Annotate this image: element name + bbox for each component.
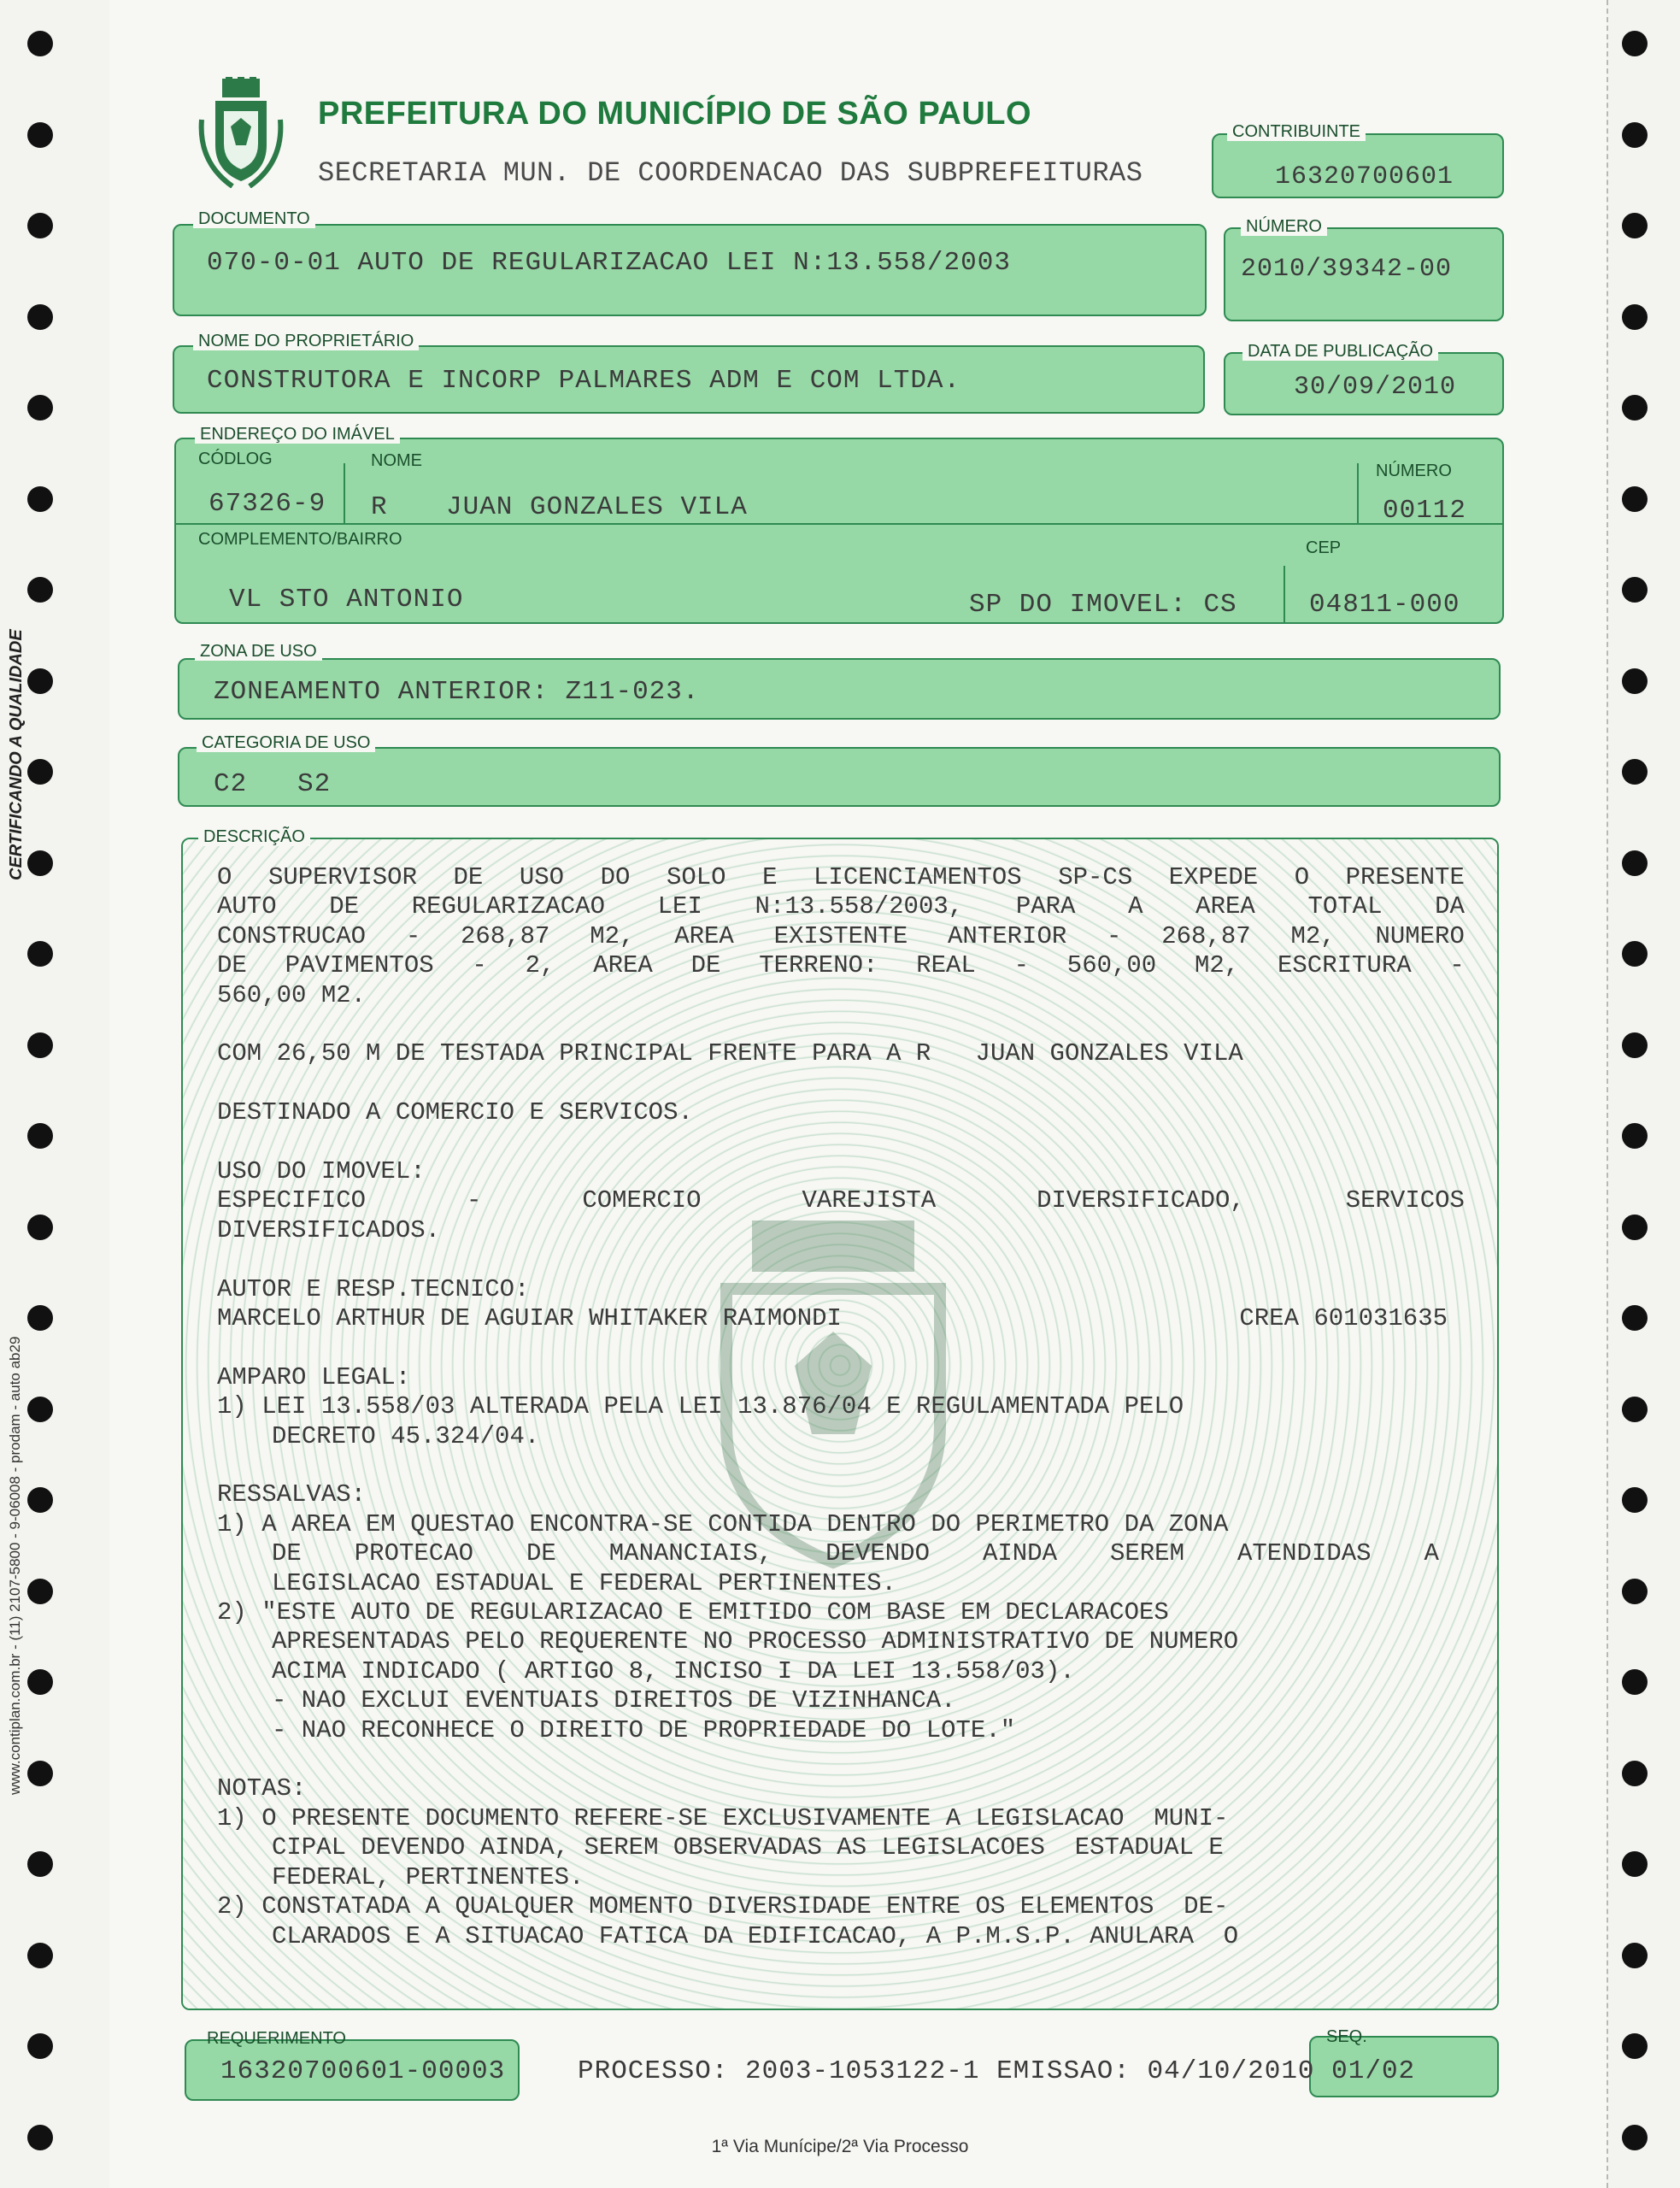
descricao-line: DECRETO 45.324/04. — [272, 1421, 540, 1450]
word: 268,87 — [1161, 921, 1251, 950]
word: REGULARIZACAO — [411, 892, 605, 921]
zona-label: ZONA DE USO — [195, 642, 322, 661]
word: A — [1128, 892, 1143, 921]
word: EXISTENTE — [773, 921, 908, 950]
word: ESPECIFICO — [217, 1186, 367, 1215]
word: PAVIMENTOS — [285, 951, 434, 980]
feed-hole — [27, 1761, 53, 1786]
word: M2, — [1195, 951, 1240, 980]
cep-label: CEP — [1306, 538, 1342, 557]
feed-hole — [1622, 1579, 1648, 1604]
descricao-line: USO DO IMOVEL: — [217, 1157, 426, 1186]
word: TOTAL — [1307, 892, 1383, 921]
proprietario-value: CONSTRUTORA E INCORP PALMARES ADM E COM LTDA. — [207, 366, 961, 396]
word: - — [405, 921, 421, 950]
feed-hole — [27, 759, 53, 785]
numero-label: NÚMERO — [1241, 217, 1327, 236]
contribuinte-label: CONTRIBUINTE — [1227, 122, 1366, 141]
word: AUTO — [217, 892, 277, 921]
categoria-value: C2 S2 — [214, 769, 332, 799]
requerimento-value: 16320700601-00003 — [220, 2056, 506, 2086]
word: VAREJISTA — [802, 1186, 937, 1215]
word: DE — [329, 892, 360, 921]
sp-imovel-value: SP DO IMOVEL: CS — [969, 590, 1237, 620]
feed-hole — [27, 577, 53, 603]
word: TERRENO: — [759, 951, 878, 980]
coat-of-arms-icon — [198, 77, 284, 188]
page-title: PREFEITURA DO MUNICÍPIO DE SÃO PAULO — [318, 96, 1032, 132]
feed-hole — [1622, 850, 1648, 876]
descricao-line — [217, 922, 1465, 951]
word: CONSTRUCAO — [217, 921, 367, 950]
word: SP-CS — [1058, 863, 1133, 891]
feed-hole — [1622, 1943, 1648, 1968]
word: DE — [217, 951, 247, 980]
proprietario-label: NOME DO PROPRIETÁRIO — [193, 332, 419, 350]
codlog-value: 67326-9 — [209, 489, 326, 519]
feed-hole — [1622, 1397, 1648, 1422]
categoria-field — [178, 747, 1501, 807]
page-subtitle: SECRETARIA MUN. DE COORDENACAO DAS SUBPREFEITURAS — [318, 157, 1143, 189]
word: - — [1013, 951, 1030, 980]
feed-hole — [27, 31, 53, 56]
endereco-label: ENDEREÇO DO IMÁVEL — [195, 425, 400, 444]
feed-hole — [27, 1851, 53, 1877]
feed-hole — [27, 1579, 53, 1604]
documento-value: 070-0-01 AUTO DE REGULARIZACAO LEI N:13.558/2003 — [207, 248, 1011, 278]
word: DE — [272, 1539, 302, 1568]
descricao-line — [217, 951, 1465, 980]
descricao-line: NOTAS: — [217, 1774, 307, 1803]
descricao-line — [217, 1539, 1465, 1568]
word: A — [1424, 1539, 1439, 1568]
descricao-line: - NAO RECONHECE O DIREITO DE PROPRIEDADE DO LOTE." — [272, 1715, 1016, 1744]
feed-hole — [1622, 2033, 1648, 2059]
nome-label: NOME — [371, 451, 422, 470]
word: LICENCIAMENTOS — [814, 863, 1022, 891]
feed-hole — [27, 1215, 53, 1240]
logradouro-nome: JUAN GONZALES VILA — [446, 492, 748, 522]
requerimento-label: REQUERIMENTO — [207, 2029, 346, 2048]
word: DIVERSIFICADO, — [1037, 1186, 1245, 1215]
feed-hole — [27, 304, 53, 330]
publicacao-label: DATA DE PUBLICAÇÃO — [1242, 342, 1438, 361]
descricao-line — [217, 1186, 1465, 1215]
descricao-line: - NAO EXCLUI EVENTUAIS DIREITOS DE VIZINHANCA. — [272, 1686, 956, 1715]
word: SEREM — [1109, 1539, 1184, 1568]
feed-hole — [1622, 668, 1648, 694]
feed-hole — [1622, 1305, 1648, 1331]
publicacao-value: 30/09/2010 — [1294, 373, 1457, 402]
word: ESCRITURA — [1278, 951, 1412, 980]
cep-value: 04811-000 — [1309, 590, 1460, 620]
descricao-box — [181, 838, 1499, 2010]
word: SOLO — [666, 863, 726, 891]
feed-hole — [1622, 486, 1648, 512]
divider — [1357, 463, 1359, 525]
word: DA — [1435, 892, 1465, 921]
zona-value: ZONEAMENTO ANTERIOR: Z11-023. — [214, 677, 700, 707]
descricao-line: 1) A AREA EM QUESTAO ENCONTRA-SE CONTIDA DENTRO DO PERIMETRO DA ZONA — [217, 1509, 1229, 1538]
word: 2, — [525, 951, 555, 980]
feed-hole — [1622, 1669, 1648, 1695]
word: NUMERO — [1375, 921, 1465, 950]
descricao-line: 1) O PRESENTE DOCUMENTO REFERE-SE EXCLUSIVAMENTE A LEGISLACAO MUNI- — [217, 1803, 1229, 1832]
feed-hole — [1622, 577, 1648, 603]
feed-hole — [1622, 304, 1648, 330]
word: AREA — [674, 921, 734, 950]
left-tractor-strip — [0, 0, 111, 2188]
feed-hole — [1622, 1851, 1648, 1877]
endereco-numero-value: 00112 — [1383, 496, 1467, 526]
descricao-line: ACIMA INDICADO ( ARTIGO 8, INCISO I DA LEI 13.558/03). — [272, 1656, 1075, 1685]
feed-hole — [27, 395, 53, 421]
word: AREA — [1195, 892, 1255, 921]
descricao-line: CIPAL DEVENDO AINDA, SEREM OBSERVADAS AS LEGISLACOES ESTADUAL E — [272, 1833, 1224, 1862]
descricao-text — [217, 863, 1465, 1951]
feed-hole — [27, 850, 53, 876]
word: O — [1294, 863, 1310, 891]
complemento-value: VL STO ANTONIO — [229, 585, 464, 615]
feed-hole — [27, 122, 53, 148]
feed-hole — [1622, 395, 1648, 421]
word: ATENDIDAS — [1237, 1539, 1372, 1568]
numero-value: 2010/39342-00 — [1241, 255, 1453, 284]
word: ANTERIOR — [948, 921, 1067, 950]
feed-hole — [1622, 1487, 1648, 1513]
divider — [344, 463, 345, 525]
feed-hole — [1622, 1123, 1648, 1149]
descricao-line: RESSALVAS: — [217, 1480, 367, 1509]
word: 560,00 — [1066, 951, 1157, 980]
descricao-line: COM 26,50 M DE TESTADA PRINCIPAL FRENTE PARA A R JUAN GONZALES VILA — [217, 1039, 1243, 1068]
word: AINDA — [982, 1539, 1057, 1568]
printer-info-text: www.contiplan.com.br - (11) 2107-5800 - 9-06008 - prodam - auto ab29 — [7, 1336, 23, 1795]
codlog-label: CÓDLOG — [198, 450, 273, 468]
word: DE — [526, 1539, 556, 1568]
feed-hole — [27, 1669, 53, 1695]
word: AREA — [593, 951, 653, 980]
descricao-line: 1) LEI 13.558/03 ALTERADA PELA LEI 13.876/04 E REGULAMENTADA PELO — [217, 1392, 1184, 1421]
feed-hole — [1622, 31, 1648, 56]
word: O — [217, 863, 232, 891]
feed-hole — [1622, 213, 1648, 238]
descricao-line: AUTOR E RESP.TECNICO: — [217, 1274, 530, 1303]
seq-label: SEQ. — [1326, 2027, 1367, 2046]
certification-text: CERTIFICANDO A QUALIDADE — [7, 629, 26, 880]
feed-hole — [27, 213, 53, 238]
word: COMERCIO — [582, 1186, 702, 1215]
descricao-label: DESCRIÇÃO — [198, 827, 310, 846]
logradouro-tipo: R — [371, 492, 388, 522]
word: DE — [690, 951, 721, 980]
word: DEVENDO — [825, 1539, 930, 1568]
descricao-line — [217, 863, 1465, 892]
categoria-label: CATEGORIA DE USO — [197, 733, 375, 752]
autor-nome: MARCELO ARTHUR DE AGUIAR WHITAKER RAIMONDI — [217, 1304, 842, 1333]
descricao-line: DIVERSIFICADOS. — [217, 1215, 441, 1244]
feed-hole — [27, 1032, 53, 1058]
descricao-line: APRESENTADAS PELO REQUERENTE NO PROCESSO ADMINISTRATIVO DE NUMERO — [272, 1627, 1239, 1656]
autor-crea: CREA 601031635 — [1239, 1304, 1448, 1333]
feed-hole — [27, 2033, 53, 2059]
contribuinte-value: 16320700601 — [1275, 162, 1454, 191]
descricao-line: CLARADOS E A SITUACAO FATICA DA EDIFICACAO, A P.M.S.P. ANULARA O — [272, 1921, 1239, 1950]
feed-hole — [1622, 122, 1648, 148]
word: DO — [600, 863, 631, 891]
word: PROTECAO — [354, 1539, 474, 1568]
word: N:13.558/2003, — [755, 892, 964, 921]
descricao-line — [217, 1304, 1465, 1333]
word: - — [472, 951, 487, 980]
divider — [174, 523, 1504, 525]
feed-hole — [27, 1305, 53, 1331]
word: E — [762, 863, 778, 891]
descricao-line: LEGISLACAO ESTADUAL E FEDERAL PERTINENTES. — [272, 1568, 896, 1597]
endereco-numero-label: NÚMERO — [1376, 462, 1452, 480]
word: - — [1107, 921, 1122, 950]
descricao-line: 560,00 M2. — [217, 980, 367, 1009]
descricao-line: 2) CONSTATADA A QUALQUER MOMENTO DIVERSIDADE ENTRE OS ELEMENTOS DE- — [217, 1892, 1229, 1921]
word: - — [1449, 951, 1465, 980]
feed-hole — [27, 1397, 53, 1422]
documento-label: DOCUMENTO — [193, 209, 315, 228]
word: LEI — [657, 892, 702, 921]
word: M2, — [590, 921, 635, 950]
word: SERVICOS — [1345, 1186, 1465, 1215]
divider — [1283, 566, 1285, 622]
feed-hole — [27, 1943, 53, 1968]
feed-hole — [27, 486, 53, 512]
word: USO — [519, 863, 565, 891]
descricao-line: 2) "ESTE AUTO DE REGULARIZACAO E EMITIDO COM BASE EM DECLARACOES — [217, 1598, 1169, 1627]
feed-hole — [1622, 1215, 1648, 1240]
feed-hole — [27, 668, 53, 694]
via-text: 1ª Via Munícipe/2ª Via Processo — [711, 2137, 969, 2156]
feed-hole — [1622, 1032, 1648, 1058]
descricao-line: AMPARO LEGAL: — [217, 1362, 411, 1391]
descricao-line: FEDERAL, PERTINENTES. — [272, 1862, 584, 1891]
word: 268,87 — [461, 921, 550, 950]
feed-hole — [1622, 941, 1648, 967]
word: MANANCIAIS, — [608, 1539, 773, 1568]
word: EXPEDE — [1168, 863, 1259, 891]
word: M2, — [1290, 921, 1336, 950]
word: DE — [453, 863, 484, 891]
feed-hole — [27, 1487, 53, 1513]
word: PARA — [1015, 892, 1076, 921]
descricao-line: DESTINADO A COMERCIO E SERVICOS. — [217, 1098, 693, 1127]
word: SUPERVISOR — [267, 863, 417, 891]
feed-hole — [27, 941, 53, 967]
processo-emissao-text: PROCESSO: 2003-1053122-1 EMISSAO: 04/10/2010 01/02 — [578, 2056, 1416, 2086]
feed-hole — [27, 1123, 53, 1149]
word: - — [466, 1186, 482, 1215]
feed-hole — [1622, 759, 1648, 785]
feed-hole — [1622, 1761, 1648, 1786]
word: PRESENTE — [1345, 863, 1465, 891]
descricao-line — [217, 892, 1465, 921]
complemento-label: COMPLEMENTO/BAIRRO — [198, 530, 402, 549]
word: REAL — [916, 951, 976, 980]
